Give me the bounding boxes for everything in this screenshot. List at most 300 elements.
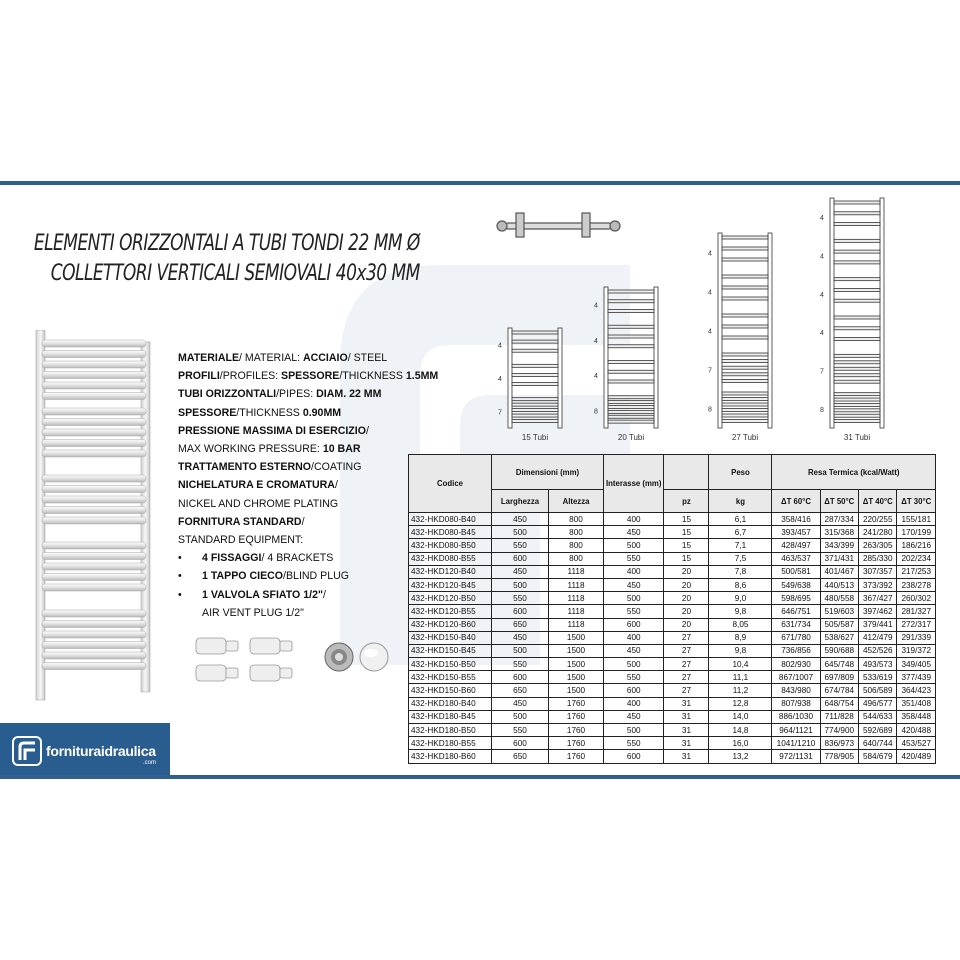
table-cell: 217/253 [897,565,936,578]
table-row [409,644,936,657]
diagram-label: 31 Tubi [843,433,871,442]
table-cell: 9,8 [709,644,772,657]
table-cell: 972/1131 [772,750,820,763]
spec-key: PROFILI [178,370,220,383]
table-cell: 600 [604,684,664,697]
spec-line [178,349,438,367]
brand-icon [12,736,42,766]
table-cell: 373/392 [859,578,897,591]
spec-key: PRESSIONE MASSIMA DI ESERCIZIO [178,424,366,437]
table-cell: 640/744 [859,737,897,750]
diagram-group-count: 4 [820,253,824,261]
spec-key: NICHELATURA E CROMATURA [178,479,335,492]
table-cell: 377/439 [897,671,936,684]
table-cell: 450 [492,565,549,578]
spec-text: /THICKNESS [339,370,406,383]
table-cell: 1760 [549,737,604,750]
spec-key: TRATTAMENTO ESTERNO [178,461,312,474]
diagram-label: 27 Tubi [731,433,759,442]
col-dimensioni: Dimensioni (mm) [492,455,604,490]
table-cell: 31 [664,697,709,710]
diagram-group-count: 8 [708,406,712,414]
table-cell: 631/734 [772,618,820,631]
spec-text: / [334,479,338,492]
title-line-1: ELEMENTI ORIZZONTALI A TUBI TONDI 22 MM Ø [34,231,420,256]
table-cell: 544/633 [859,710,897,723]
diagram-group-count: 4 [498,376,502,383]
spec-list [178,349,438,622]
table-cell: 867/1007 [772,671,820,684]
table-cell: 480/558 [820,592,858,605]
table-cell: 379/441 [859,618,897,631]
col-interasse: Interasse (mm) [604,455,664,513]
table-cell: 600 [604,618,664,631]
table-row [409,724,936,737]
spec-text: NICKEL AND CHROME PLATING [178,497,339,510]
diagram-label: 15 Tubi [521,433,549,442]
table-cell: 1760 [549,697,604,710]
table-cell: 432-HKD080-B45 [409,526,492,539]
table-cell: 186/216 [897,539,936,552]
diagram-group-count: 4 [820,330,824,338]
table-cell: 16,0 [709,737,772,750]
spec-value: ACCIAIO [302,352,348,364]
spec-key: MATERIALE [178,352,240,364]
spec-line [178,458,438,476]
spec-text: /THICKNESS [236,406,303,419]
table-cell: 12,8 [709,697,772,710]
equipment-text: / 4 BRACKETS [261,552,334,565]
equipment-key: 1 VALVOLA SFIATO 1/2" [202,588,323,601]
table-cell: 584/679 [859,750,897,763]
table-cell: 645/748 [820,658,858,671]
col-peso: Peso [709,455,772,490]
table-cell: 519/603 [820,605,858,618]
table-cell: 291/339 [897,631,936,644]
table-cell: 711/828 [820,710,858,723]
table-cell: 11,1 [709,671,772,684]
table-cell: 964/1121 [772,724,820,737]
table-cell: 598/695 [772,592,820,605]
table-cell: 600 [492,552,549,565]
table-cell: 7,5 [709,552,772,565]
diagram-group-count: 8 [820,406,824,414]
table-cell: 1760 [549,710,604,723]
title-line-2: COLLETTORI VERTICALI SEMIOVALI 40x30 MM [50,261,421,286]
table-cell: 432-HKD150-B60 [409,684,492,697]
spec-line [178,531,438,549]
table-cell: 315/368 [820,526,858,539]
spec-line [178,495,438,513]
diagram-group-count: 7 [498,409,502,417]
table-cell: 450 [492,631,549,644]
equipment-text: / [322,588,326,601]
diagram-group-count: 7 [820,368,824,376]
spec-line [178,404,438,422]
table-cell: 307/357 [859,565,897,578]
spec-value: 0.90MM [302,406,342,419]
spec-text: /PIPES: [276,388,317,401]
table-cell: 11,2 [709,684,772,697]
table-cell: 550 [492,592,549,605]
table-cell: 549/638 [772,578,820,591]
table-cell: 420/489 [897,750,936,763]
table-cell: 432-HKD120-B45 [409,578,492,591]
table-cell: 886/1030 [772,710,820,723]
table-cell: 550 [604,737,664,750]
equipment-item [178,567,438,585]
equipment-item [178,586,438,604]
table-cell: 533/619 [859,671,897,684]
table-cell: 500 [492,526,549,539]
equipment-key: 1 TAPPO CIECO [202,570,284,583]
diagram-group-count: 4 [708,289,712,297]
diagram-group-count: 8 [594,408,598,416]
col-codice: Codice [409,455,492,513]
table-cell: 800 [549,513,604,526]
table-cell: 9,8 [709,605,772,618]
table-cell: 450 [604,578,664,591]
product-sheet [0,181,960,779]
table-cell: 393/457 [772,526,820,539]
table-cell: 432-HKD180-B40 [409,697,492,710]
table-cell: 9,0 [709,592,772,605]
table-cell: 15 [664,552,709,565]
table-cell: 463/537 [772,552,820,565]
diagram-27-tubi [708,233,772,442]
table-cell: 15 [664,539,709,552]
table-cell: 1118 [549,565,604,578]
table-row [409,526,936,539]
spec-line [178,476,438,494]
table-cell: 646/751 [772,605,820,618]
table-cell: 506/589 [859,684,897,697]
spec-key: TUBI ORIZZONTALI [178,388,277,401]
table-cell: 10,4 [709,658,772,671]
dimension-diagrams [480,195,950,445]
diagram-label: 20 Tubi [617,433,645,442]
table-cell: 836/973 [820,737,858,750]
table-row [409,697,936,710]
table-cell: 453/527 [897,737,936,750]
table-cell: 371/431 [820,552,858,565]
table-cell: 500/581 [772,565,820,578]
table-cell: 432-HKD180-B60 [409,750,492,763]
table-cell: 1118 [549,578,604,591]
table-cell: 452/526 [859,644,897,657]
table-cell: 6,7 [709,526,772,539]
table-cell: 401/467 [820,565,858,578]
table-cell: 550 [492,539,549,552]
table-cell: 351/408 [897,697,936,710]
diagram-group-count: 4 [708,328,712,336]
table-cell: 648/754 [820,697,858,710]
table-cell: 238/278 [897,578,936,591]
page-title [34,229,420,289]
col-pz: pz [664,490,709,513]
table-cell: 260/302 [897,592,936,605]
table-cell: 400 [604,513,664,526]
table-cell: 432-HKD120-B40 [409,565,492,578]
spec-line [178,422,438,440]
table-cell: 505/587 [820,618,858,631]
table-row [409,631,936,644]
spec-text: / [301,515,305,528]
table-cell: 671/780 [772,631,820,644]
table-cell: 674/784 [820,684,858,697]
table-cell: 27 [664,644,709,657]
table-cell: 432-HKD150-B50 [409,658,492,671]
table-cell: 358/416 [772,513,820,526]
spec-text: / MATERIAL: [239,352,303,364]
table-cell: 6,1 [709,513,772,526]
brand-name: fornituraidraulica [46,743,156,759]
table-cell: 1500 [549,684,604,697]
table-cell: 550 [492,658,549,671]
table-cell: 802/930 [772,658,820,671]
table-cell: 155/181 [897,513,936,526]
table-cell: 600 [492,737,549,750]
table-cell: 432-HKD150-B40 [409,631,492,644]
diagram-group-count: 4 [594,337,598,345]
table-row [409,552,936,565]
table-cell: 287/334 [820,513,858,526]
table-cell: 343/399 [820,539,858,552]
diagram-15-tubi [498,328,562,442]
table-cell: 27 [664,671,709,684]
table-cell: 650 [492,684,549,697]
table-cell: 400 [604,631,664,644]
table-cell: 843/980 [772,684,820,697]
table-cell: 778/905 [820,750,858,763]
diagram-group-count: 7 [708,367,712,375]
spec-text: / STEEL [347,352,388,364]
table-cell: 496/577 [859,697,897,710]
table-cell: 600 [492,671,549,684]
table-cell: 31 [664,737,709,750]
table-row [409,710,936,723]
table-cell: 807/938 [772,697,820,710]
spec-value: DIAM. 22 MM [316,388,382,401]
table-row [409,737,936,750]
spec-key: FORNITURA STANDARD [178,515,302,528]
table-cell: 432-HKD180-B50 [409,724,492,737]
table-cell: 500 [604,592,664,605]
equipment-text: /BLIND PLUG [283,570,349,583]
table-cell: 8,05 [709,618,772,631]
equipment-item [178,549,438,567]
table-cell: 20 [664,565,709,578]
radiator-image [28,330,163,705]
table-cell: 500 [604,539,664,552]
col-resa: Resa Termica (kcal/Watt) [772,455,936,490]
table-cell: 1500 [549,631,604,644]
table-cell: 358/448 [897,710,936,723]
table-cell: 397/462 [859,605,897,618]
table-cell: 592/689 [859,724,897,737]
table-cell: 220/255 [859,513,897,526]
table-cell: 493/573 [859,658,897,671]
diagram-31-tubi [820,198,884,442]
table-cell: 412/479 [859,631,897,644]
brand-logo[interactable] [0,723,170,779]
table-cell: 13,2 [709,750,772,763]
col-dt50: ΔT 50°C [820,490,858,513]
table-row [409,750,936,763]
table-cell: 432-HKD120-B55 [409,605,492,618]
table-cell: 14,8 [709,724,772,737]
table-row [409,618,936,631]
diagram-group-count: 4 [708,250,712,258]
table-cell: 736/856 [772,644,820,657]
table-cell: 263/305 [859,539,897,552]
technical-data-table [408,454,936,764]
table-cell: 31 [664,750,709,763]
brand-domain: .com [143,760,157,766]
table-cell: 281/327 [897,605,936,618]
table-cell: 31 [664,710,709,723]
spec-text: MAX WORKING PRESSURE: [178,443,323,456]
table-cell: 367/427 [859,592,897,605]
table-cell: 500 [604,724,664,737]
equipment-item-cont: AIR VENT PLUG 1/2" [202,606,304,619]
col-dt60: ΔT 60°C [772,490,820,513]
table-cell: 650 [492,618,549,631]
table-cell: 800 [549,539,604,552]
table-cell: 538/627 [820,631,858,644]
table-cell: 285/330 [859,552,897,565]
table-cell: 550 [492,724,549,737]
spec-text: /COATING [311,461,362,474]
table-cell: 20 [664,618,709,631]
table-cell: 500 [492,578,549,591]
table-cell: 450 [492,513,549,526]
table-row [409,671,936,684]
table-cell: 432-HKD180-B45 [409,710,492,723]
plug-valve-image [322,637,392,677]
table-cell: 15 [664,513,709,526]
table-cell: 1500 [549,671,604,684]
col-kg: kg [709,490,772,513]
table-cell: 432-HKD080-B40 [409,513,492,526]
table-cell: 420/488 [897,724,936,737]
table-cell: 8,9 [709,631,772,644]
brackets-image [192,633,302,688]
table-cell: 432-HKD150-B55 [409,671,492,684]
table-cell: 590/688 [820,644,858,657]
table-cell: 31 [664,724,709,737]
table-cell: 20 [664,592,709,605]
table-row [409,565,936,578]
table-cell: 650 [492,750,549,763]
spec-text: / [365,424,369,437]
col-larghezza: Larghezza [492,490,549,513]
table-cell: 27 [664,684,709,697]
table-cell: 550 [604,671,664,684]
table-cell: 500 [492,644,549,657]
table-cell: 20 [664,605,709,618]
table-cell: 432-HKD080-B50 [409,539,492,552]
table-cell: 170/199 [897,526,936,539]
col-altezza: Altezza [549,490,604,513]
table-cell: 550 [604,552,664,565]
table-row [409,684,936,697]
equipment-key: 4 FISSAGGI [202,552,262,565]
spec-line [178,367,438,385]
table-cell: 697/809 [820,671,858,684]
table-cell: 600 [492,605,549,618]
spec-value: 10 BAR [322,443,361,456]
table-cell: 364/423 [897,684,936,697]
diagram-group-count: 4 [820,215,824,223]
table-cell: 600 [604,750,664,763]
diagram-group-count: 4 [594,373,598,381]
table-row [409,539,936,552]
col-dt30: ΔT 30°C [897,490,936,513]
table-cell: 800 [549,526,604,539]
table-cell: 7,1 [709,539,772,552]
table-cell: 400 [604,565,664,578]
table-cell: 432-HKD080-B55 [409,552,492,565]
table-cell: 450 [604,710,664,723]
diagram-group-count: 4 [820,291,824,299]
table-row [409,658,936,671]
spec-text: STANDARD EQUIPMENT: [178,534,304,547]
table-cell: 14,0 [709,710,772,723]
spec-line [178,440,438,458]
table-cell: 800 [549,552,604,565]
table-row [409,578,936,591]
table-cell: 550 [604,605,664,618]
table-cell: 1760 [549,724,604,737]
table-cell: 450 [604,526,664,539]
table-cell: 1118 [549,592,604,605]
spec-text: /PROFILES: [219,370,282,383]
table-row [409,513,936,526]
table-cell: 7,8 [709,565,772,578]
table-row [409,605,936,618]
bracket-drawing [497,213,620,237]
table-cell: 1500 [549,644,604,657]
spec-line [178,385,438,403]
table-cell: 428/497 [772,539,820,552]
spec-value: SPESSORE [281,370,340,383]
table-cell: 15 [664,526,709,539]
table-cell: 202/234 [897,552,936,565]
table-cell: 450 [492,697,549,710]
table-cell: 500 [492,710,549,723]
col-dt40: ΔT 40°C [859,490,897,513]
table-cell: 27 [664,658,709,671]
table-cell: 1041/1210 [772,737,820,750]
table-cell: 432-HKD120-B60 [409,618,492,631]
table-cell: 400 [604,697,664,710]
table-cell: 432-HKD120-B50 [409,592,492,605]
table-cell: 440/513 [820,578,858,591]
table-cell: 349/405 [897,658,936,671]
table-cell: 27 [664,631,709,644]
table-cell: 500 [604,658,664,671]
diagram-group-count: 4 [594,302,598,310]
table-cell: 1118 [549,618,604,631]
table-cell: 450 [604,644,664,657]
table-cell: 1500 [549,658,604,671]
table-cell: 432-HKD150-B45 [409,644,492,657]
spec-key: SPESSORE [178,406,237,419]
table-cell: 432-HKD180-B55 [409,737,492,750]
table-cell: 774/900 [820,724,858,737]
diagram-20-tubi [594,287,658,442]
